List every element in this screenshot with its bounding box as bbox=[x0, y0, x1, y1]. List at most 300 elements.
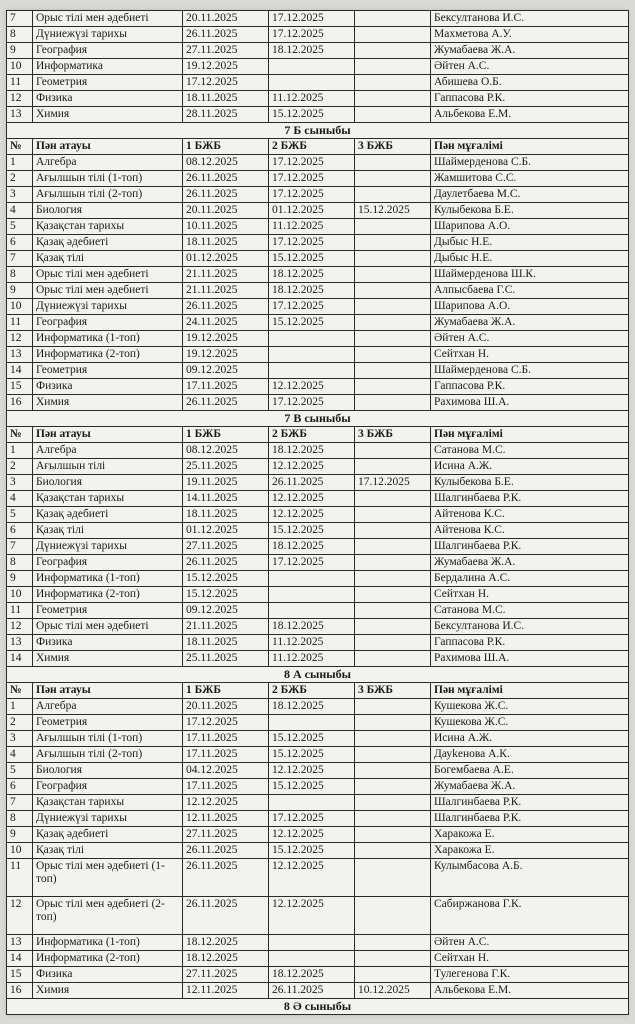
table-cell bbox=[355, 315, 431, 331]
table-cell: Шарипова А.О. bbox=[431, 299, 629, 315]
column-header: № bbox=[7, 427, 33, 443]
table-cell bbox=[355, 603, 431, 619]
column-header: Пән атауы bbox=[33, 139, 183, 155]
table-cell: Богембаева А.Е. bbox=[431, 763, 629, 779]
table-row bbox=[7, 251, 629, 267]
table-cell: Гаппасова Р.К. bbox=[431, 91, 629, 107]
table-cell bbox=[355, 11, 431, 27]
table-cell: 17.11.2025 bbox=[183, 379, 269, 395]
table-cell: 27.11.2025 bbox=[183, 43, 269, 59]
table-row bbox=[7, 219, 629, 235]
table-row bbox=[7, 27, 629, 43]
table-cell bbox=[355, 171, 431, 187]
table-cell: 10 bbox=[7, 299, 33, 315]
table-cell: 17.12.2025 bbox=[269, 811, 355, 827]
column-header: 2 БЖБ bbox=[269, 427, 355, 443]
table-cell: Дауkенова А.К. bbox=[431, 747, 629, 763]
table-row bbox=[7, 897, 629, 935]
table-cell: 18.12.2025 bbox=[269, 967, 355, 983]
table-cell: 09.12.2025 bbox=[183, 603, 269, 619]
table-cell: 18.11.2025 bbox=[183, 507, 269, 523]
table-cell: 6 bbox=[7, 779, 33, 795]
column-header: 3 БЖБ bbox=[355, 139, 431, 155]
table-cell bbox=[355, 827, 431, 843]
table-cell: 26.11.2025 bbox=[183, 843, 269, 859]
table-row bbox=[7, 763, 629, 779]
table-cell: Ағылшын тілі (1-топ) bbox=[33, 171, 183, 187]
table-cell bbox=[355, 747, 431, 763]
table-cell: 17.12.2025 bbox=[269, 299, 355, 315]
table-cell: 18.11.2025 bbox=[183, 235, 269, 251]
table-cell: Қазақ тілі bbox=[33, 523, 183, 539]
table-row bbox=[7, 459, 629, 475]
table-cell: 19.12.2025 bbox=[183, 347, 269, 363]
table-row bbox=[7, 315, 629, 331]
table-cell: 12 bbox=[7, 91, 33, 107]
column-header: Пән мұғалімі bbox=[431, 683, 629, 699]
table-cell: 12 bbox=[7, 619, 33, 635]
table-cell: Информатика (1-топ) bbox=[33, 935, 183, 951]
table-cell: 01.12.2025 bbox=[183, 523, 269, 539]
table-cell: Қазақ тілі bbox=[33, 843, 183, 859]
table-cell: Жумабаева Ж.А. bbox=[431, 779, 629, 795]
table-row bbox=[7, 523, 629, 539]
table-row bbox=[7, 747, 629, 763]
table-cell: География bbox=[33, 43, 183, 59]
table-cell: 26.11.2025 bbox=[183, 27, 269, 43]
table-cell: 12.12.2025 bbox=[269, 507, 355, 523]
table-cell: Кушекова Ж.С. bbox=[431, 715, 629, 731]
table-cell: 12.12.2025 bbox=[269, 859, 355, 897]
table-row bbox=[7, 283, 629, 299]
table-cell bbox=[355, 251, 431, 267]
table-cell bbox=[269, 75, 355, 91]
table-cell: 3 bbox=[7, 475, 33, 491]
table-cell bbox=[355, 651, 431, 667]
column-header: 1 БЖБ bbox=[183, 139, 269, 155]
table-cell: 26.11.2025 bbox=[183, 555, 269, 571]
table-cell: 15.12.2025 bbox=[269, 315, 355, 331]
table-cell: 3 bbox=[7, 731, 33, 747]
table-cell: Дүниежүзі тарихы bbox=[33, 27, 183, 43]
table-cell: 13 bbox=[7, 107, 33, 123]
column-header: Пән атауы bbox=[33, 427, 183, 443]
table-cell: 18.12.2025 bbox=[269, 539, 355, 555]
table-cell: Биология bbox=[33, 203, 183, 219]
table-cell bbox=[355, 763, 431, 779]
table-cell: 14.11.2025 bbox=[183, 491, 269, 507]
table-cell: 15.12.2025 bbox=[269, 747, 355, 763]
table-cell: Сатанова М.С. bbox=[431, 603, 629, 619]
table-row bbox=[7, 779, 629, 795]
table-cell bbox=[355, 91, 431, 107]
table-cell: 18.11.2025 bbox=[183, 635, 269, 651]
table-cell: Сейтхан Н. bbox=[431, 951, 629, 967]
table-row bbox=[7, 603, 629, 619]
table-cell: Альбекова Е.М. bbox=[431, 983, 629, 999]
table-cell: 28.11.2025 bbox=[183, 107, 269, 123]
table-cell: Қазақ әдебиеті bbox=[33, 827, 183, 843]
table-header-row bbox=[7, 427, 629, 443]
table-cell: Махметова А.У. bbox=[431, 27, 629, 43]
table-row bbox=[7, 795, 629, 811]
table-cell: Гаппасова Р.К. bbox=[431, 635, 629, 651]
table-cell: Тулегенова Г.К. bbox=[431, 967, 629, 983]
table-row bbox=[7, 331, 629, 347]
section-title: 7 Б сыныбы bbox=[7, 123, 629, 139]
table-cell: 12.12.2025 bbox=[269, 827, 355, 843]
table-cell: Абишева О.Б. bbox=[431, 75, 629, 91]
table-cell: Информатика (2-топ) bbox=[33, 347, 183, 363]
table-cell: Ағылшын тілі (2-топ) bbox=[33, 187, 183, 203]
table-cell: Шалгинбаева Р.К. bbox=[431, 795, 629, 811]
table-cell: Кулыбекова Б.Е. bbox=[431, 203, 629, 219]
table-cell: 5 bbox=[7, 219, 33, 235]
table-cell bbox=[355, 587, 431, 603]
table-cell: 13 bbox=[7, 635, 33, 651]
table-row bbox=[7, 843, 629, 859]
table-cell: География bbox=[33, 315, 183, 331]
table-row bbox=[7, 651, 629, 667]
table-cell bbox=[355, 731, 431, 747]
table-row bbox=[7, 443, 629, 459]
table-cell bbox=[269, 59, 355, 75]
table-cell: Шаймерденова С.Б. bbox=[431, 155, 629, 171]
column-header: № bbox=[7, 683, 33, 699]
table-cell: Химия bbox=[33, 983, 183, 999]
table-header-row bbox=[7, 683, 629, 699]
table-cell: Геометрия bbox=[33, 363, 183, 379]
table-cell bbox=[355, 555, 431, 571]
table-cell: Харакожа Е. bbox=[431, 827, 629, 843]
table-cell: Әйтен А.С. bbox=[431, 935, 629, 951]
table-cell: 11.12.2025 bbox=[269, 219, 355, 235]
table-cell bbox=[269, 347, 355, 363]
table-cell: 15.12.2025 bbox=[269, 779, 355, 795]
table-cell bbox=[355, 299, 431, 315]
table-cell: 4 bbox=[7, 203, 33, 219]
table-cell: Ағылшын тілі (1-топ) bbox=[33, 731, 183, 747]
table-cell: Харакожа Е. bbox=[431, 843, 629, 859]
table-cell: 01.12.2025 bbox=[269, 203, 355, 219]
table-cell: Шалгинбаева Р.К. bbox=[431, 491, 629, 507]
table-cell: 15 bbox=[7, 967, 33, 983]
table-cell bbox=[355, 235, 431, 251]
table-cell: Рахимова Ш.А. bbox=[431, 651, 629, 667]
table-cell: Химия bbox=[33, 107, 183, 123]
table-cell: Қазақ әдебиеті bbox=[33, 235, 183, 251]
table-cell: Орыс тілі мен әдебиеті (2-топ) bbox=[33, 897, 183, 935]
table-cell: 7 bbox=[7, 539, 33, 555]
table-cell: Шаймерденова С.Б. bbox=[431, 363, 629, 379]
table-row bbox=[7, 187, 629, 203]
table-cell bbox=[355, 43, 431, 59]
table-cell: 1 bbox=[7, 443, 33, 459]
table-cell: 6 bbox=[7, 523, 33, 539]
table-cell: Шарипова А.О. bbox=[431, 219, 629, 235]
table-cell: Дүниежүзі тарихы bbox=[33, 299, 183, 315]
column-header: 3 БЖБ bbox=[355, 427, 431, 443]
table-cell: География bbox=[33, 555, 183, 571]
table-cell: 26.11.2025 bbox=[183, 395, 269, 411]
table-cell: 11 bbox=[7, 315, 33, 331]
table-cell: 17.12.2025 bbox=[355, 475, 431, 491]
table-cell: Биология bbox=[33, 475, 183, 491]
table-cell bbox=[355, 571, 431, 587]
table-cell: 26.11.2025 bbox=[183, 859, 269, 897]
class-section-title bbox=[7, 667, 629, 683]
table-row bbox=[7, 983, 629, 999]
table-cell bbox=[355, 843, 431, 859]
table-cell: Кулыбекова Б.Е. bbox=[431, 475, 629, 491]
table-cell: 18.12.2025 bbox=[183, 951, 269, 967]
table-cell: 18.12.2025 bbox=[269, 267, 355, 283]
table-cell: Дыбыс Н.Е. bbox=[431, 251, 629, 267]
table-cell bbox=[269, 715, 355, 731]
table-cell: Орыс тілі мен әдебиеті bbox=[33, 283, 183, 299]
table-cell: Ағылшын тілі (2-топ) bbox=[33, 747, 183, 763]
table-row bbox=[7, 299, 629, 315]
table-cell: Бексултанова И.С. bbox=[431, 619, 629, 635]
table-cell: 7 bbox=[7, 11, 33, 27]
table-cell: 12.12.2025 bbox=[269, 379, 355, 395]
table-cell: Орыс тілі мен әдебиеті bbox=[33, 11, 183, 27]
table-cell: 26.11.2025 bbox=[183, 299, 269, 315]
section-title: 8 А сыныбы bbox=[7, 667, 629, 683]
table-cell: 17.12.2025 bbox=[183, 75, 269, 91]
table-cell: 14 bbox=[7, 651, 33, 667]
table-cell: Кулымбасова А.Б. bbox=[431, 859, 629, 897]
table-row bbox=[7, 171, 629, 187]
table-cell: Орыс тілі мен әдебиеті bbox=[33, 267, 183, 283]
table-cell: 5 bbox=[7, 763, 33, 779]
table-cell bbox=[355, 27, 431, 43]
table-cell: 26.11.2025 bbox=[183, 171, 269, 187]
column-header: 1 БЖБ bbox=[183, 683, 269, 699]
table-cell: 11.12.2025 bbox=[269, 651, 355, 667]
table-cell bbox=[355, 715, 431, 731]
table-cell: 26.11.2025 bbox=[269, 983, 355, 999]
table-cell: Ағылшын тілі bbox=[33, 459, 183, 475]
table-row bbox=[7, 11, 629, 27]
table-cell: 5 bbox=[7, 507, 33, 523]
table-cell: 2 bbox=[7, 715, 33, 731]
table-cell: 18.12.2025 bbox=[269, 43, 355, 59]
table-cell bbox=[355, 539, 431, 555]
table-cell: Жумабаева Ж.А. bbox=[431, 43, 629, 59]
table-cell: Химия bbox=[33, 395, 183, 411]
table-cell: 9 bbox=[7, 283, 33, 299]
table-cell: 12.12.2025 bbox=[269, 897, 355, 935]
table-row bbox=[7, 59, 629, 75]
table-cell bbox=[355, 795, 431, 811]
table-row bbox=[7, 235, 629, 251]
table-cell: 1 bbox=[7, 155, 33, 171]
table-cell bbox=[355, 347, 431, 363]
table-cell: Бердалина А.С. bbox=[431, 571, 629, 587]
class-section-title bbox=[7, 123, 629, 139]
table-row bbox=[7, 379, 629, 395]
table-cell: 17.12.2025 bbox=[269, 27, 355, 43]
table-cell: 10.11.2025 bbox=[183, 219, 269, 235]
table-cell: 12.12.2025 bbox=[269, 763, 355, 779]
table-cell: Бексултанова И.С. bbox=[431, 11, 629, 27]
table-row bbox=[7, 555, 629, 571]
table-cell: Жумабаева Ж.А. bbox=[431, 555, 629, 571]
table-cell: 19.11.2025 bbox=[183, 475, 269, 491]
table-cell: 17.12.2025 bbox=[269, 235, 355, 251]
table-cell bbox=[355, 459, 431, 475]
table-cell: 12 bbox=[7, 897, 33, 935]
table-cell: 15.12.2025 bbox=[183, 571, 269, 587]
table-cell: Алгебра bbox=[33, 443, 183, 459]
table-cell: Сейтхан Н. bbox=[431, 587, 629, 603]
table-cell: 10.12.2025 bbox=[355, 983, 431, 999]
table-cell bbox=[355, 331, 431, 347]
table-row bbox=[7, 951, 629, 967]
table-cell: 09.12.2025 bbox=[183, 363, 269, 379]
table-cell: 10 bbox=[7, 59, 33, 75]
table-row bbox=[7, 731, 629, 747]
table-cell: Шалгинбаева Р.К. bbox=[431, 811, 629, 827]
table-row bbox=[7, 107, 629, 123]
table-cell: Биология bbox=[33, 763, 183, 779]
table-cell: Әйтен А.С. bbox=[431, 59, 629, 75]
table-cell bbox=[355, 897, 431, 935]
table-cell: 6 bbox=[7, 235, 33, 251]
table-cell bbox=[355, 59, 431, 75]
table-row bbox=[7, 539, 629, 555]
table-cell: 26.11.2025 bbox=[183, 897, 269, 935]
table-cell: 9 bbox=[7, 827, 33, 843]
table-cell: Информатика (1-топ) bbox=[33, 331, 183, 347]
table-cell: Дүниежүзі тарихы bbox=[33, 811, 183, 827]
table-cell: Информатика (1-топ) bbox=[33, 571, 183, 587]
table-cell: Шаймерденова Ш.К. bbox=[431, 267, 629, 283]
table-cell: 08.12.2025 bbox=[183, 155, 269, 171]
table-cell: Әйтен А.С. bbox=[431, 331, 629, 347]
table-cell bbox=[269, 935, 355, 951]
table-cell: Химия bbox=[33, 651, 183, 667]
table-cell: География bbox=[33, 779, 183, 795]
table-cell bbox=[269, 603, 355, 619]
table-cell: 2 bbox=[7, 459, 33, 475]
table-cell: Исина А.Ж. bbox=[431, 731, 629, 747]
table-cell: 17.12.2025 bbox=[269, 187, 355, 203]
table-cell: Информатика (2-топ) bbox=[33, 587, 183, 603]
table-row bbox=[7, 935, 629, 951]
table-cell: 17.12.2025 bbox=[269, 395, 355, 411]
table-cell: 17.11.2025 bbox=[183, 779, 269, 795]
column-header: Пән мұғалімі bbox=[431, 427, 629, 443]
table-cell: 26.11.2025 bbox=[269, 475, 355, 491]
table-cell: Альбекова Е.М. bbox=[431, 107, 629, 123]
table-cell bbox=[355, 443, 431, 459]
table-row bbox=[7, 395, 629, 411]
table-cell: Даулетбаева М.С. bbox=[431, 187, 629, 203]
table-cell: Рахимова Ш.А. bbox=[431, 395, 629, 411]
table-cell: 12.12.2025 bbox=[269, 459, 355, 475]
class-section-title bbox=[7, 411, 629, 427]
table-row bbox=[7, 619, 629, 635]
table-cell: 9 bbox=[7, 43, 33, 59]
table-cell: 17.12.2025 bbox=[269, 555, 355, 571]
table-cell: 8 bbox=[7, 267, 33, 283]
table-cell: Қазақ әдебиеті bbox=[33, 507, 183, 523]
table-cell: 18.12.2025 bbox=[269, 699, 355, 715]
table-row bbox=[7, 491, 629, 507]
table-cell: 4 bbox=[7, 747, 33, 763]
table-cell: Физика bbox=[33, 967, 183, 983]
table-row bbox=[7, 155, 629, 171]
table-cell: 15.12.2025 bbox=[269, 107, 355, 123]
table-cell: 11.12.2025 bbox=[269, 91, 355, 107]
table-row bbox=[7, 75, 629, 91]
table-cell: 7 bbox=[7, 795, 33, 811]
table-cell bbox=[355, 935, 431, 951]
table-cell bbox=[355, 395, 431, 411]
table-cell: 17.12.2025 bbox=[183, 715, 269, 731]
table-cell: 15.12.2025 bbox=[269, 523, 355, 539]
table-cell: 13 bbox=[7, 935, 33, 951]
table-cell: 15.12.2025 bbox=[269, 251, 355, 267]
section-title: 7 В сыныбы bbox=[7, 411, 629, 427]
table-cell: 12.11.2025 bbox=[183, 983, 269, 999]
table-cell bbox=[269, 951, 355, 967]
column-header: 2 БЖБ bbox=[269, 683, 355, 699]
table-cell bbox=[355, 967, 431, 983]
table-cell bbox=[269, 331, 355, 347]
table-cell: Орыс тілі мен әдебиеті (1-топ) bbox=[33, 859, 183, 897]
table-cell bbox=[355, 219, 431, 235]
table-cell: Информатика (2-топ) bbox=[33, 951, 183, 967]
table-cell: 11 bbox=[7, 75, 33, 91]
table-row bbox=[7, 363, 629, 379]
table-cell: 08.12.2025 bbox=[183, 443, 269, 459]
table-cell: Геометрия bbox=[33, 715, 183, 731]
column-header: № bbox=[7, 139, 33, 155]
table-cell: 18.12.2025 bbox=[269, 443, 355, 459]
table-cell: Исина А.Ж. bbox=[431, 459, 629, 475]
table-cell bbox=[355, 491, 431, 507]
table-cell: Гаппасова Р.К. bbox=[431, 379, 629, 395]
table-cell: 11 bbox=[7, 603, 33, 619]
table-cell: Қазақстан тарихы bbox=[33, 491, 183, 507]
table-cell bbox=[355, 379, 431, 395]
column-header: Пән атауы bbox=[33, 683, 183, 699]
table-row bbox=[7, 475, 629, 491]
table-cell: 18.12.2025 bbox=[269, 619, 355, 635]
table-cell bbox=[269, 363, 355, 379]
table-row bbox=[7, 699, 629, 715]
table-cell: Сатанова М.С. bbox=[431, 443, 629, 459]
table-cell: 8 bbox=[7, 555, 33, 571]
table-cell bbox=[269, 795, 355, 811]
column-header: Пән мұғалімі bbox=[431, 139, 629, 155]
table-cell: 20.11.2025 bbox=[183, 203, 269, 219]
section-title: 8 Ә сыныбы bbox=[7, 999, 629, 1015]
table-cell: Физика bbox=[33, 379, 183, 395]
table-cell: 3 bbox=[7, 187, 33, 203]
table-cell: Жамшитова С.С. bbox=[431, 171, 629, 187]
table-cell: 9 bbox=[7, 571, 33, 587]
table-cell: 27.11.2025 bbox=[183, 539, 269, 555]
table-row bbox=[7, 635, 629, 651]
table-cell bbox=[355, 619, 431, 635]
table-cell: 17.12.2025 bbox=[269, 171, 355, 187]
table-row bbox=[7, 571, 629, 587]
table-cell: 17.12.2025 bbox=[269, 11, 355, 27]
